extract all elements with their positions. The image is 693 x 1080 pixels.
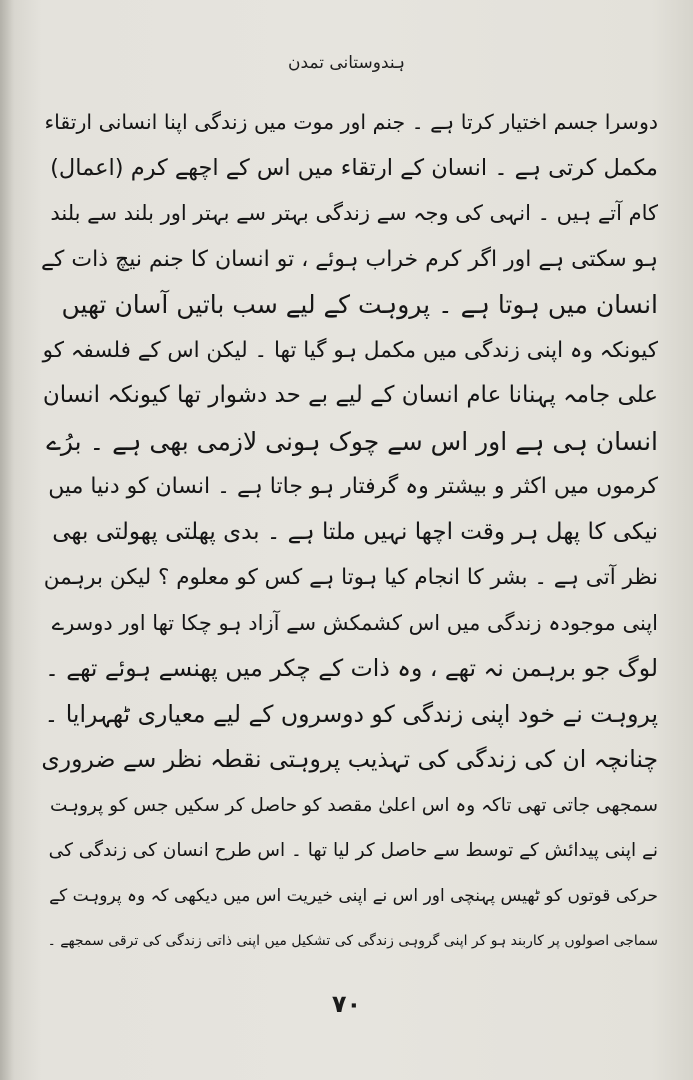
body-text: [40, 100, 658, 965]
text-line: مکمل کرتی ہے ۔ انسان کے ارتقاء میں اس کے اچھے کرم (اعمال): [50, 154, 658, 181]
text-line: چنانچہ ان کی زندگی کی تہذیب پروہتی نقطہ نظر سے ضروری: [41, 745, 658, 773]
text-line: علی جامہ پہنانا عام انسان کے لیے بے حد دشوار تھا کیونکہ انسان: [42, 382, 658, 408]
spine-shadow: [0, 0, 14, 1080]
running-head: ہندوستانی تمدن: [287, 53, 406, 73]
text-line: انسان میں ہوتا ہے ۔ پروہت کے لیے سب باتیں آسان تھیں: [61, 290, 658, 319]
text-line: لوگ جو برہمن نہ تھے ، وہ ذات کے چکر میں پھنسے ہوئے تھے ۔: [45, 654, 658, 682]
text-line: کیونکہ وہ اپنی زندگی میں مکمل ہو گیا تھا ۔ لیکن اس کے فلسفہ کو: [42, 337, 658, 363]
text-line: دوسرا جسم اختیار کرتا ہے ۔ جنم اور موت میں زندگی اپنا انسانی ارتقاء: [44, 110, 658, 134]
text-line: سمجھی جاتی تھی تاکہ وہ اس اعلیٰ مقصد کو حاصل کر سکیں جس کو پروہت: [49, 794, 658, 816]
page-number: ۷۰: [331, 990, 362, 1018]
text-line: سماجی اصولوں پر کاربند ہو کر اپنی گروہی زندگی کی تشکیل میں اپنی ذاتی زندگی کی ترقی سمجھے ۔: [47, 933, 658, 949]
text-line: ہو سکتی ہے اور اگر کرم خراب ہوئے ، تو انسان کا جنم نیچ ذات کے: [41, 246, 658, 272]
text-line: اپنی موجودہ زندگی میں اس کشمکش سے آزاد ہو چکا تھا اور دوسرے: [51, 610, 658, 635]
text-line: کرموں میں اکثر و بیشتر وہ گرفتار ہو جاتا ہے ۔ انسان کو دنیا میں: [48, 474, 658, 499]
text-line: پروہت نے خود اپنی زندگی کو دوسروں کے لیے معیاری ٹھہرایا ۔: [44, 699, 658, 728]
text-line: نے اپنی پیدائش کے توسط سے حاصل کر لیا تھا ۔ اس طرح انسان کی زندگی کی: [48, 840, 658, 861]
text-line: انسان ہی ہے اور اس سے چوک ہونی لازمی بھی ہے ۔ برُے: [46, 426, 658, 456]
text-line: نیکی کا پھل ہر وقت اچھا نہیں ملتا ہے ۔ بدی پھلتی پھولتی بھی: [52, 518, 658, 545]
text-line: نظر آتی ہے ۔ بشر کا انجام کیا ہوتا ہے کس کو معلوم ؟ لیکن برہمن: [43, 565, 658, 590]
text-line: کام آتے ہیں ۔ انہی کی وجہ سے زندگی بہتر سے بہتر اور بلند سے بلند: [50, 201, 658, 225]
text-line: حرکی قوتوں کو ٹھیس پہنچی اور اس نے اپنی خیریت اس میں دیکھی کہ وہ پروہت کے: [49, 885, 658, 906]
